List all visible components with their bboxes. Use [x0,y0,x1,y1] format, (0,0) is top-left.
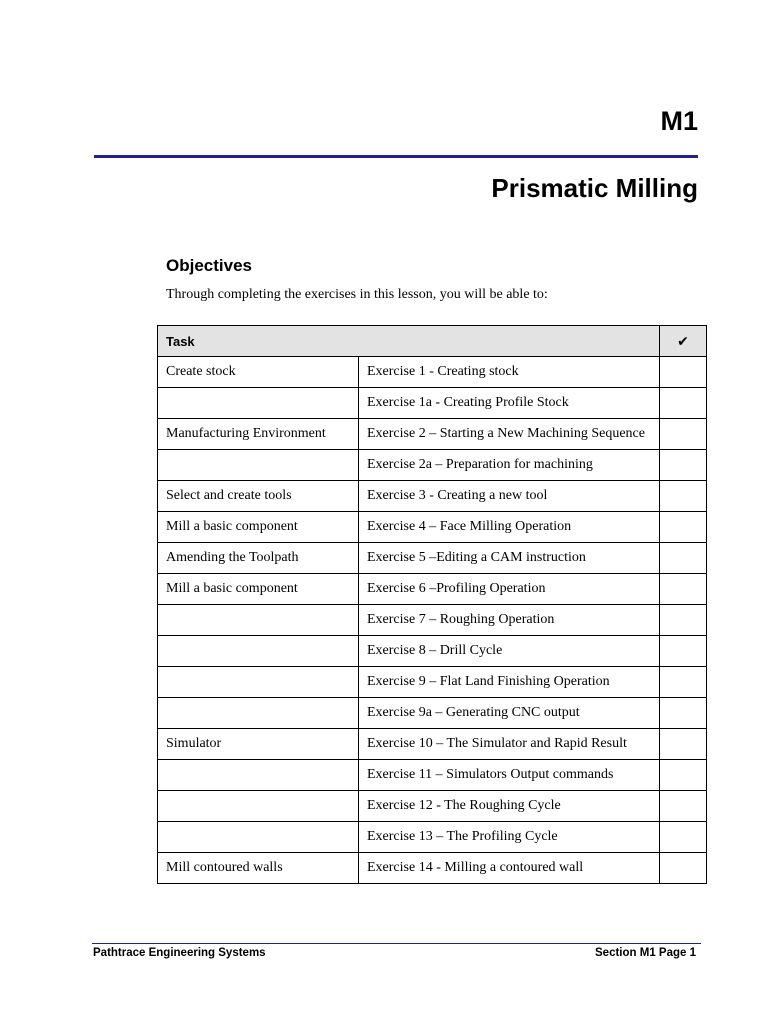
completion-checkbox-cell[interactable] [660,481,707,512]
exercise-cell: Exercise 1a - Creating Profile Stock [359,388,660,419]
table-row [158,357,707,388]
header-rule [94,155,698,158]
objectives-intro: Through completing the exercises in this lesson, you will be able to: [166,287,548,302]
exercise-cell: Exercise 14 - Milling a contoured wall [359,853,660,884]
task-cell [158,822,359,853]
objectives-table [157,325,707,884]
task-cell [158,667,359,698]
table-row [158,698,707,729]
completion-checkbox-cell[interactable] [660,791,707,822]
task-cell [158,450,359,481]
exercise-cell: Exercise 12 - The Roughing Cycle [359,791,660,822]
completion-checkbox-cell[interactable] [660,729,707,760]
completion-checkbox-cell[interactable] [660,822,707,853]
table-row [158,822,707,853]
table-row [158,481,707,512]
table-row [158,791,707,822]
exercise-cell: Exercise 9a – Generating CNC output [359,698,660,729]
table-row [158,760,707,791]
table-row [158,605,707,636]
exercise-cell: Exercise 10 – The Simulator and Rapid Result [359,729,660,760]
table-row [158,574,707,605]
completion-checkbox-cell[interactable] [660,574,707,605]
footer-page-number: Section M1 Page 1 [595,947,696,959]
completion-checkbox-cell[interactable] [660,388,707,419]
table-row [158,512,707,543]
exercise-cell: Exercise 4 – Face Milling Operation [359,512,660,543]
task-cell [158,636,359,667]
completion-checkbox-cell[interactable] [660,512,707,543]
exercise-cell: Exercise 3 - Creating a new tool [359,481,660,512]
chapter-title: Prismatic Milling [491,173,698,203]
exercise-cell: Exercise 2 – Starting a New Machining Sequence [359,419,660,450]
completion-checkbox-cell[interactable] [660,698,707,729]
exercise-cell: Exercise 7 – Roughing Operation [359,605,660,636]
completion-checkbox-cell[interactable] [660,450,707,481]
table-header-row [158,326,707,357]
table-row [158,729,707,760]
completion-checkbox-cell[interactable] [660,760,707,791]
task-cell: Create stock [158,357,359,388]
exercise-cell: Exercise 9 – Flat Land Finishing Operation [359,667,660,698]
table-row [158,450,707,481]
task-cell [158,388,359,419]
task-cell: Amending the Toolpath [158,543,359,574]
table-row [158,419,707,450]
completion-checkbox-cell[interactable] [660,357,707,388]
checkmark-icon: ✔ [660,326,707,357]
completion-checkbox-cell[interactable] [660,636,707,667]
task-cell: Simulator [158,729,359,760]
completion-checkbox-cell[interactable] [660,419,707,450]
completion-checkbox-cell[interactable] [660,667,707,698]
exercise-cell: Exercise 2a – Preparation for machining [359,450,660,481]
table-row [158,636,707,667]
objectives-heading: Objectives [166,256,252,275]
exercise-cell: Exercise 11 – Simulators Output commands [359,760,660,791]
task-cell: Mill a basic component [158,512,359,543]
completion-checkbox-cell[interactable] [660,605,707,636]
exercise-cell: Exercise 13 – The Profiling Cycle [359,822,660,853]
completion-checkbox-cell[interactable] [660,543,707,574]
exercise-cell: Exercise 5 –Editing a CAM instruction [359,543,660,574]
task-cell [158,760,359,791]
exercise-cell: Exercise 1 - Creating stock [359,357,660,388]
completion-checkbox-cell[interactable] [660,853,707,884]
task-cell: Manufacturing Environment [158,419,359,450]
footer-rule [92,943,701,944]
exercise-cell: Exercise 8 – Drill Cycle [359,636,660,667]
task-column-header: Task [158,326,660,357]
exercise-cell: Exercise 6 –Profiling Operation [359,574,660,605]
task-cell: Mill contoured walls [158,853,359,884]
table-row [158,853,707,884]
table-row [158,388,707,419]
table-row [158,667,707,698]
task-cell [158,698,359,729]
task-cell [158,791,359,822]
task-cell: Select and create tools [158,481,359,512]
task-cell: Mill a basic component [158,574,359,605]
task-cell [158,605,359,636]
footer-company: Pathtrace Engineering Systems [93,947,266,959]
section-code: M1 [660,106,698,136]
table-row [158,543,707,574]
